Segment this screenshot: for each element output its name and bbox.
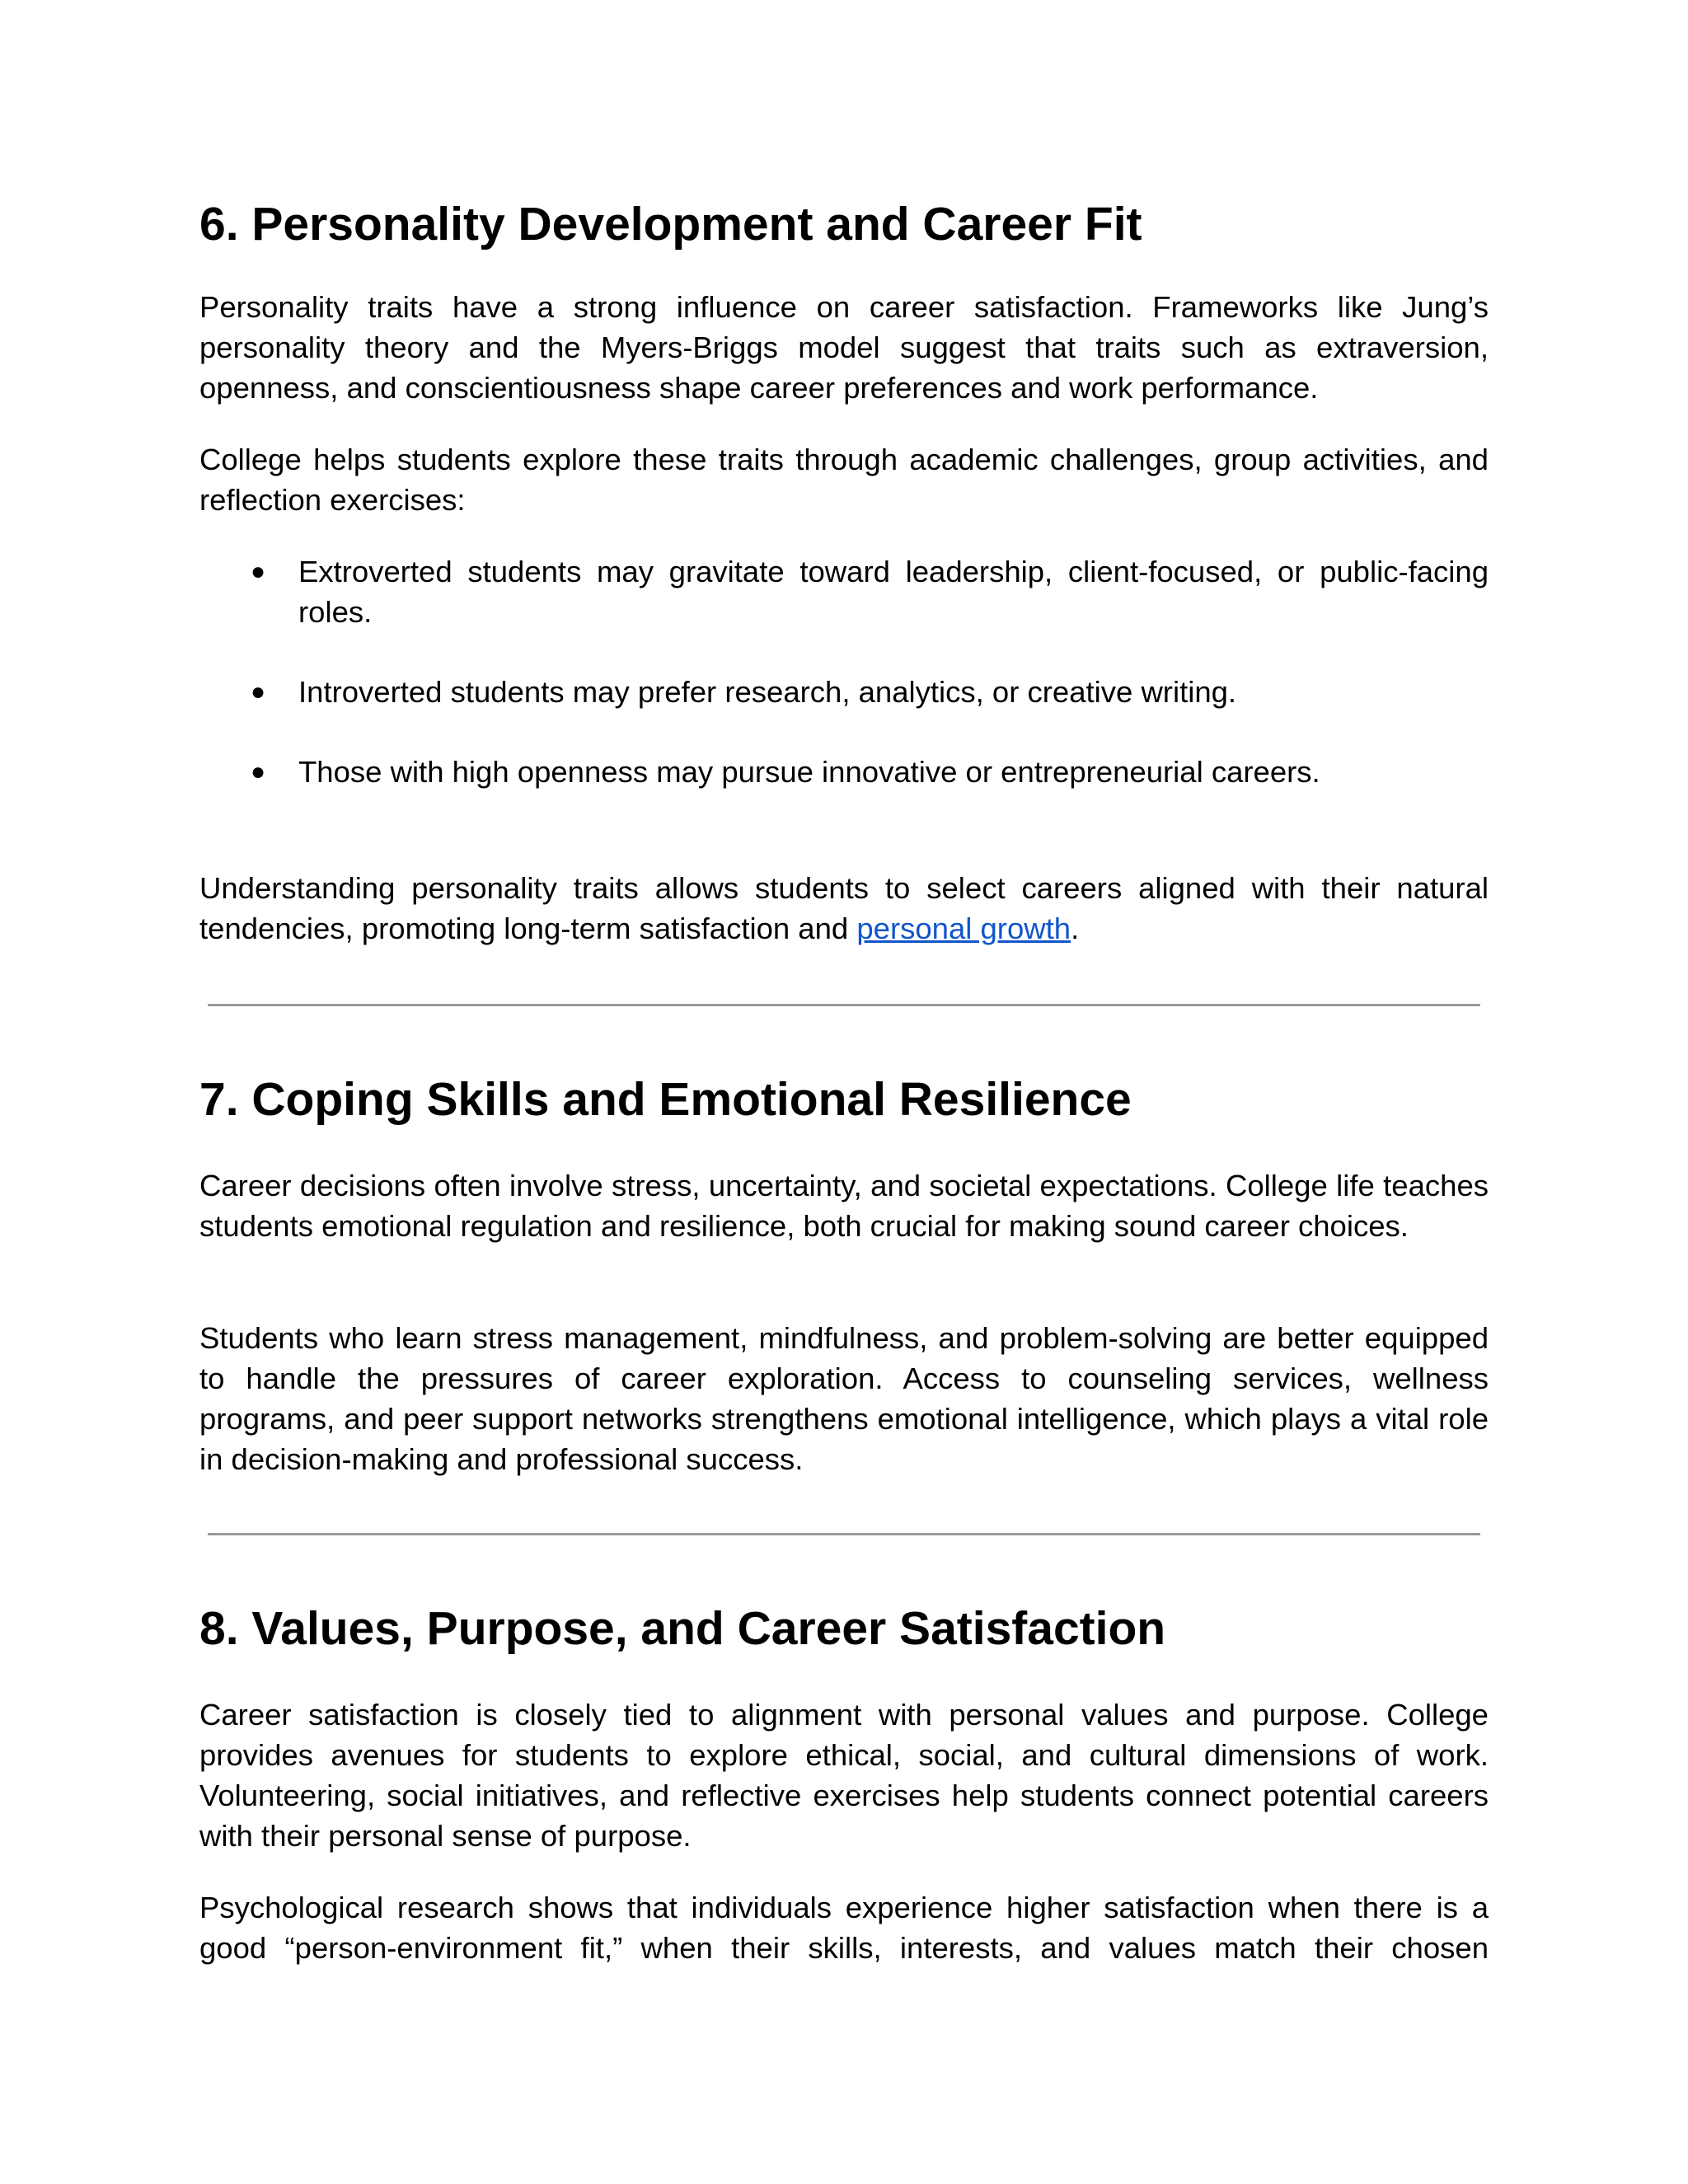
list-item-text: Introverted students may prefer research, analytics, or creative writing. [298,675,1237,709]
section-heading-values: 8. Values, Purpose, and Career Satisfaction [199,1602,1166,1655]
list-item [199,551,1489,632]
paragraph-college-explore-traits: College helps students explore these traits through academic challenges, group activities, and reflection exercises: [199,443,1489,517]
paragraph-text: Understanding personality traits allows students to select careers aligned with their natural tendencies, promoting long-term satisfaction and [199,871,1489,945]
bullet-icon: ● [251,758,266,785]
paragraph-career-satisfaction-values: Career satisfaction is closely tied to alignment with personal values and purpose. College provides avenues for students to explore ethical, social, and cultural dimensions of work. Volunteering, social initiatives, and reflective exercises help students connect potential careers with their personal sense of purpose. [199,1698,1489,1853]
bullet-icon: ● [251,558,266,585]
section-heading-coping: 7. Coping Skills and Emotional Resilience [199,1073,1132,1126]
list-item-text: Extroverted students may gravitate toward leadership, client-focused, or public-facing roles. [298,555,1489,629]
list-item [199,672,1489,712]
section-heading-personality: 6. Personality Development and Career Fit [199,198,1142,251]
paragraph-career-decisions-stress: Career decisions often involve stress, uncertainty, and societal expectations. College life teaches students emotional regulation and resilience, both crucial for making sound career choices. [199,1169,1489,1243]
personal-growth-link[interactable]: personal growth [856,912,1071,945]
paragraph-personality-intro: Personality traits have a strong influence on career satisfaction. Frameworks like Jung’s personality theory and the Myers-Briggs model suggest that traits such as extraversion, openness, and conscientiousness shape career preferences and work performance. [199,290,1489,405]
document-page [199,0,1489,2184]
horizontal-divider [208,1004,1480,1006]
paragraph-stress-management: Students who learn stress management, mindfulness, and problem-solving are better equipped to handle the pressures of career exploration. Access to counseling services, wellness programs, and peer support networks strengthens emotional intelligence, which plays a vital role in decision-making and professional success. [199,1321,1489,1476]
bullet-icon: ● [251,678,266,705]
paragraph-person-environment-fit: Psychological research shows that individuals experience higher satisfaction when there is a good “person-environment fit,” when their skills, interests, and values match their chosen [199,1891,1489,1965]
horizontal-divider [208,1533,1480,1535]
paragraph-text-end: . [1071,912,1080,945]
list-item [199,752,1489,792]
paragraph-understanding-traits [199,868,1489,949]
list-item-text: Those with high openness may pursue innovative or entrepreneurial careers. [298,755,1320,789]
